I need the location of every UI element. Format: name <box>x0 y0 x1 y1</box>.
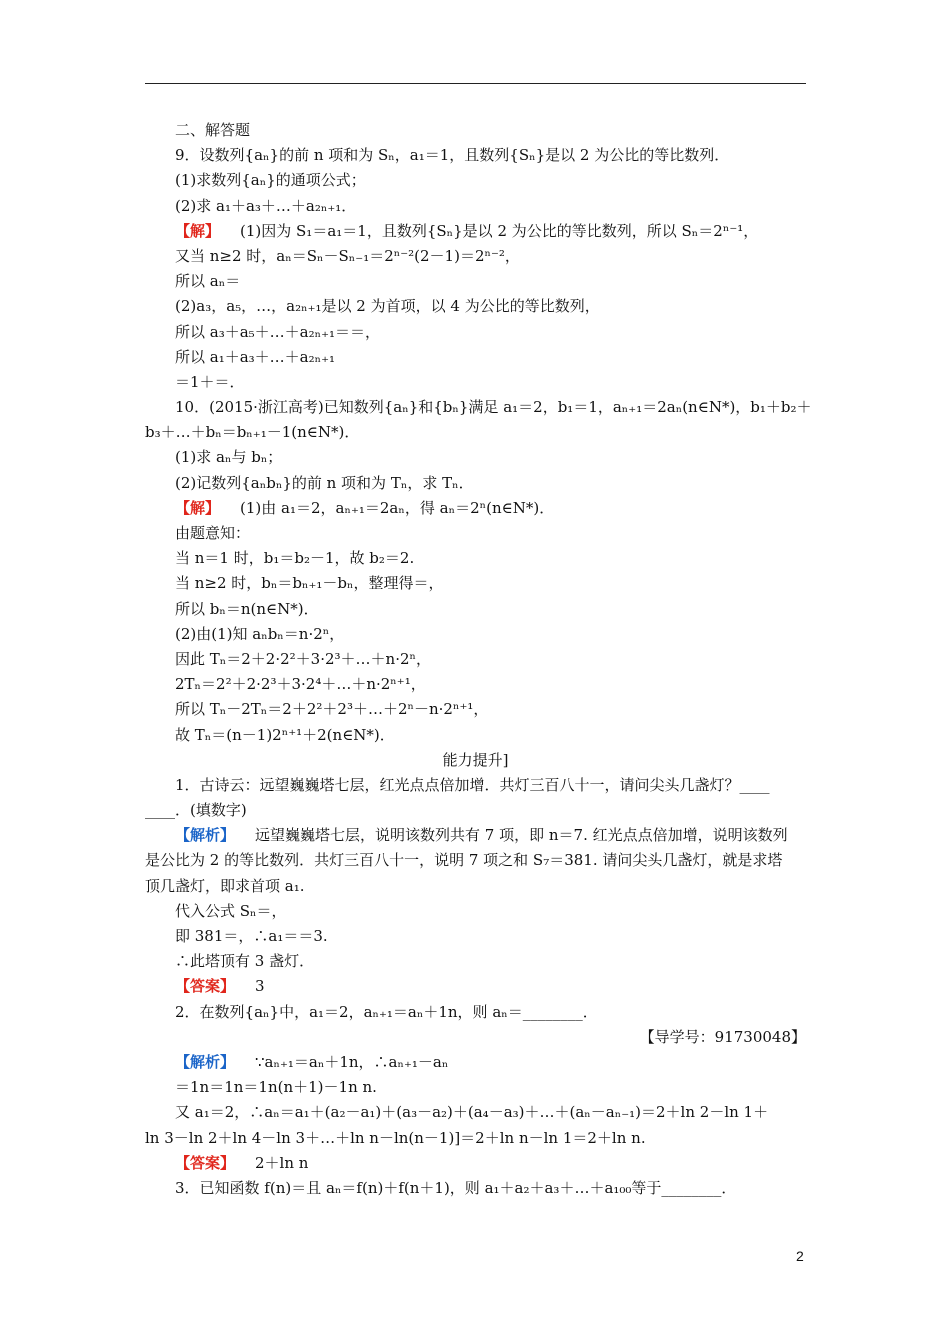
solution-tag: 【解】 <box>175 498 221 517</box>
problem-10-question-cont: b₃＋…＋bₙ＝bₙ₊₁－1(n∈N*)． <box>145 423 360 442</box>
solution-line: (2)a₃，a₅，…，a₂ₙ₊₁是以 2 为首项，以 4 为公比的等比数列， <box>175 297 600 316</box>
analysis-line: ＝1n＝1n＝1n(n＋1)－1n n. <box>175 1078 377 1097</box>
analysis-line: 又 a₁＝2，∴aₙ＝a₁＋(a₂－a₁)＋(a₃－a₂)＋(a₄－a₃)＋…＋(aₙ－aₙ₋₁)＝2＋ln 2－ln 1＋ <box>175 1103 769 1122</box>
solution-line: 所以 aₙ＝ <box>175 272 241 291</box>
analysis-line: 即 381＝，∴a₁＝＝3. <box>175 927 328 945</box>
solution-text: (1)因为 S₁＝a₁＝1，且数列{Sₙ}是以 2 为公比的等比数列，所以 Sₙ＝2ⁿ⁻¹， <box>240 221 759 240</box>
reference-number: 【导学号：91730048】 <box>639 1027 806 1046</box>
solution-line: 故 Tₙ＝(n－1)2ⁿ⁺¹＋2(n∈N*)． <box>175 725 395 744</box>
analysis-tag: 【解析】 <box>175 826 236 845</box>
solution-line: 又当 n≥2 时，aₙ＝Sₙ－Sₙ₋₁＝2ⁿ⁻²(2－1)＝2ⁿ⁻²， <box>175 246 520 265</box>
ability-1-question: 1．古诗云：远望巍巍塔七层，红光点点倍加增．共灯三百八十一，请问尖头几盏灯？____ <box>175 775 770 794</box>
page-content <box>145 118 812 1201</box>
solution-line: 所以 Tₙ－2Tₙ＝2＋2²＋2³＋…＋2ⁿ－n·2ⁿ⁺¹， <box>175 700 489 719</box>
answer-tag: 【答案】 <box>175 977 236 996</box>
analysis-tag: 【解析】 <box>175 1052 236 1071</box>
solution-line: 当 n≥2 时，bₙ＝bₙ₊₁－bₙ，整理得＝， <box>175 574 444 593</box>
analysis-line: ∴此塔顶有 3 盏灯． <box>175 952 315 971</box>
solution-line: 因此 Tₙ＝2＋2·2²＋3·2³＋…＋n·2ⁿ， <box>175 649 432 668</box>
ability-2-answer-line <box>145 1151 806 1176</box>
solution-line: 当 n＝1 时，b₁＝b₂－1，故 b₂＝2. <box>175 549 415 568</box>
analysis-line: 是公比为 2 的等比数列．共灯三百八十一，说明 7 项之和 S₇＝381. 请问尖头几盏灯，就是求塔 <box>145 851 783 870</box>
problem-10-solution-line <box>145 496 806 521</box>
solution-line: 所以 a₁＋a₃＋…＋a₂ₙ₊₁ <box>175 347 336 366</box>
section-title: 二、解答题 <box>175 121 251 139</box>
ability-1-question-cont: ____．(填数字) <box>145 801 247 820</box>
answer-text: 2＋ln n <box>255 1153 309 1172</box>
ability-2-analysis-line <box>145 1050 806 1075</box>
ability-1-analysis-line <box>145 823 806 848</box>
solution-line: 所以 a₃＋a₅＋…＋a₂ₙ₊₁＝＝， <box>175 322 381 341</box>
ability-section-title: 能力提升] <box>442 750 509 769</box>
problem-10-part2: (2)记数列{aₙbₙ}的前 n 项和为 Tₙ，求 Tₙ． <box>175 473 474 492</box>
solution-text: (1)由 a₁＝2，aₙ₊₁＝2aₙ，得 aₙ＝2ⁿ(n∈N*)． <box>240 498 555 517</box>
solution-line: (2)由(1)知 aₙbₙ＝n·2ⁿ， <box>175 624 345 643</box>
problem-10-question: 10．(2015·浙江高考)已知数列{aₙ}和{bₙ}满足 a₁＝2，b₁＝1，aₙ₊₁＝2aₙ(n∈N*)，b₁＋b₂＋ <box>175 398 812 417</box>
solution-line: 由题意知： <box>175 524 251 542</box>
ability-1-answer-line <box>145 974 806 999</box>
solution-line: 所以 bₙ＝n(n∈N*)． <box>175 599 319 618</box>
ability-3-question: 3．已知函数 f(n)＝且 aₙ＝f(n)＋f(n＋1)，则 a₁＋a₂＋a₃＋…＋a₁₀₀等于________． <box>175 1178 737 1197</box>
answer-text: 3 <box>255 977 265 996</box>
analysis-line: 顶几盏灯，即求首项 a₁. <box>145 876 305 895</box>
analysis-line: ln 3－ln 2＋ln 4－ln 3＋…＋ln n－ln(n－1)]＝2＋ln n－ln 1＝2＋ln n. <box>145 1128 646 1147</box>
analysis-text: 远望巍巍塔七层，说明该数列共有 7 项，即 n＝7. 红光点点倍加增，说明该数列 <box>255 826 788 845</box>
header-rule <box>145 83 806 84</box>
solution-tag: 【解】 <box>175 221 221 240</box>
problem-9-part1: (1)求数列{aₙ}的通项公式； <box>175 171 366 190</box>
problem-9-question: 9．设数列{aₙ}的前 n 项和为 Sₙ，a₁＝1，且数列{Sₙ}是以 2 为公比的等比数列． <box>175 146 730 165</box>
solution-line: ＝1＋＝． <box>175 372 245 391</box>
problem-10-part1: (1)求 aₙ与 bₙ； <box>175 448 283 467</box>
page-number: 2 <box>796 1248 804 1264</box>
solution-line: 2Tₙ＝2²＋2·2³＋3·2⁴＋…＋n·2ⁿ⁺¹， <box>175 675 426 694</box>
answer-tag: 【答案】 <box>175 1153 236 1172</box>
ability-2-question: 2．在数列{aₙ}中，a₁＝2，aₙ₊₁＝aₙ＋1n，则 aₙ＝________． <box>175 1002 598 1021</box>
analysis-text: ∵aₙ₊₁＝aₙ＋1n，∴aₙ₊₁－aₙ <box>255 1052 449 1071</box>
problem-9-solution-line <box>145 219 806 244</box>
analysis-line: 代入公式 Sₙ＝， <box>175 901 287 920</box>
problem-9-part2: (2)求 a₁＋a₃＋…＋a₂ₙ₊₁． <box>175 196 357 215</box>
